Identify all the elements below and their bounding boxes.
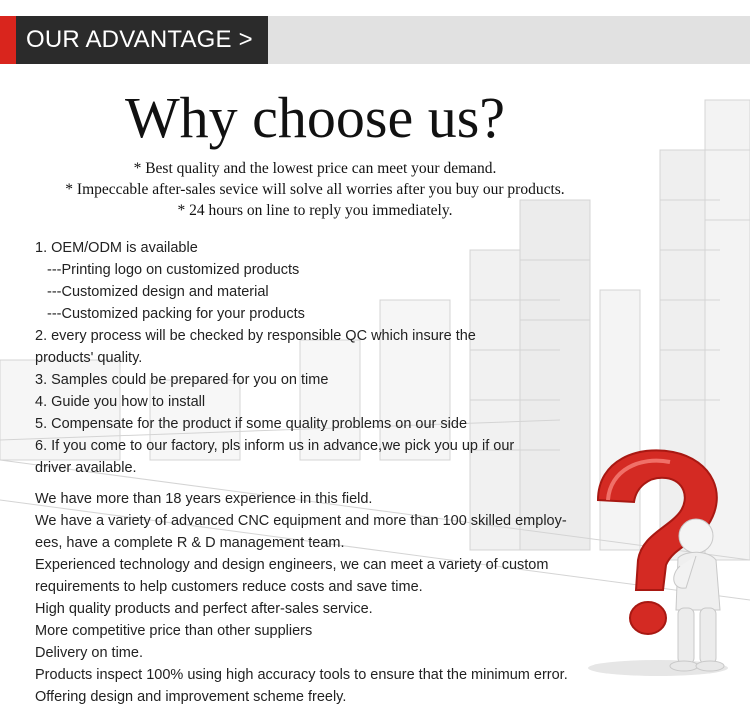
paragraph-line: requirements to help customers reduce costs and save time. [35,579,423,595]
header-accent-bar [0,16,16,64]
list-item: 6. If you come to our factory, pls inform us in advance,we pick you up if our [35,438,515,454]
paragraph-line: More competitive price than other suppliers [35,623,313,639]
list-subitem: ---Customized design and material [47,284,269,300]
list-item: 3. Samples could be prepared for you on time [35,372,329,388]
paragraph-line: Products inspect 100% using high accuracy tools to ensure that the minimum error. [35,667,568,683]
list-subitem: ---Customized packing for your products [47,306,305,322]
paragraph-line: High quality products and perfect after-sales service. [35,601,373,617]
list-item: 1. OEM/ODM is available [35,240,198,256]
list-item: 5. Compensate for the product if some quality problems on our side [35,416,468,432]
company-description [35,488,605,708]
highlight-bullets [0,158,630,221]
advantage-list [35,237,595,479]
section-header [0,16,750,64]
list-item: products' quality. [35,350,143,366]
paragraph-line: We have more than 18 years experience in this field. [35,491,373,507]
bullet-line: * Impeccable after-sales sevice will solve all worries after you buy our products. [65,181,565,198]
list-subitem: ---Printing logo on customized products [47,262,300,278]
list-item: driver available. [35,460,137,476]
question-mark-figure-icon [578,440,750,680]
paragraph-line: Offering design and improvement scheme freely. [35,689,347,705]
list-item: 2. every process will be checked by responsible QC which insure the [35,328,476,344]
paragraph-line: We have a variety of advanced CNC equipment and more than 100 skilled employ- [35,513,567,529]
page-title: Why choose us? [124,85,506,150]
paragraph-line: Experienced technology and design engineers, we can meet a variety of custom [35,557,549,573]
section-title: OUR ADVANTAGE > [26,26,253,53]
bullet-line: * 24 hours on line to reply you immediately. [177,202,453,219]
paragraph-line: ees, have a complete R & D management team. [35,535,345,551]
list-item: 4. Guide you how to install [35,394,206,410]
bullet-line: * Best quality and the lowest price can meet your demand. [133,160,497,177]
paragraph-line: Delivery on time. [35,645,143,661]
